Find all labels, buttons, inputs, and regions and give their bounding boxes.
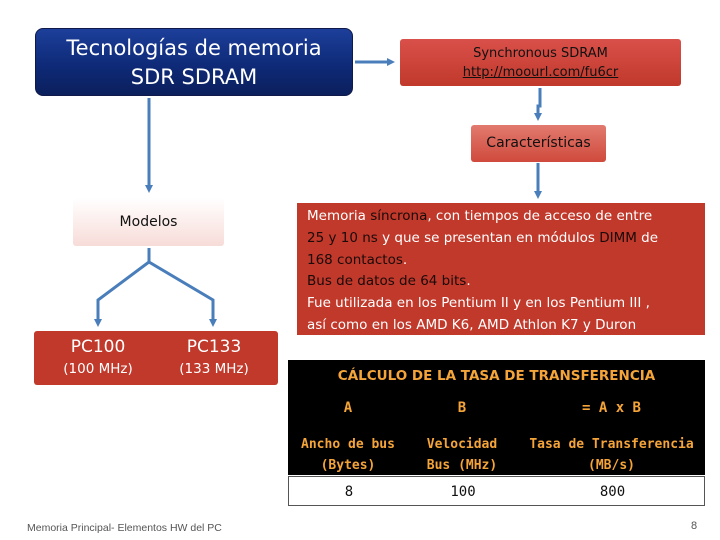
page-number: 8 (691, 520, 698, 532)
table-title: CÁLCULO DE LA TASA DE TRANSFERENCIA (337, 368, 656, 384)
models-box (73, 198, 224, 246)
characteristics-box (471, 125, 606, 162)
pc100-name: PC100 (70, 337, 126, 357)
transfer-rate-table (288, 360, 705, 506)
synchronous-sdram-box (400, 39, 681, 86)
table-header-bus-width: Ancho de bus (Bytes) (301, 437, 395, 473)
description-box (297, 203, 705, 335)
description-line-4: Bus de datos de 64 bits. (307, 273, 471, 290)
table-header-bus-speed: Velocidad Bus (MHz) (426, 437, 498, 473)
models-label: Modelos (119, 214, 178, 230)
synchronous-sdram-label: Synchronous SDRAM (473, 46, 608, 61)
title-box (35, 28, 353, 96)
description-line-3: 168 contactos. (307, 251, 408, 268)
table-letter-axb: = A x B (581, 400, 641, 416)
table-value-bus-speed: 100 (450, 484, 476, 500)
description-line-1: Memoria síncrona, con tiempos de acceso de entre (307, 208, 653, 224)
arrow-sdram-to-characteristics (538, 88, 540, 118)
footer-text: Memoria Principal- Elementos HW del PC (27, 522, 222, 534)
title-line-1: Tecnologías de memoria (66, 36, 322, 60)
arrow-models-to-pc133 (149, 248, 213, 324)
arrow-models-to-pc100 (98, 248, 149, 324)
characteristics-label: Características (486, 135, 591, 151)
description-line-5: Fue utilizada en los Pentium II y en los Pentium III , (307, 295, 650, 312)
description-line-6: así como en los AMD K6, AMD Athlon K7 y Duron (307, 316, 637, 333)
table-letter-b: B (457, 400, 467, 416)
pc133-frequency: (133 MHz) (179, 361, 249, 377)
pc100-box (34, 331, 162, 385)
title-line-2: SDR SDRAM (130, 65, 258, 89)
description-line-2: 25 y 10 ns y que se presentan en módulos DIMM de (307, 229, 659, 246)
synchronous-sdram-link[interactable]: http://moourl.com/fu6cr (462, 65, 619, 80)
table-letter-a: A (343, 400, 353, 416)
table-value-bus-width: 8 (344, 484, 354, 500)
pc133-name: PC133 (186, 337, 242, 357)
table-value-transfer-rate: 800 (599, 484, 626, 500)
pc100-frequency: (100 MHz) (63, 361, 133, 377)
pc133-box (150, 331, 278, 385)
table-header-transfer-rate: Tasa de Transferencia (MB/s) (529, 437, 694, 473)
table-values-row (288, 476, 705, 506)
